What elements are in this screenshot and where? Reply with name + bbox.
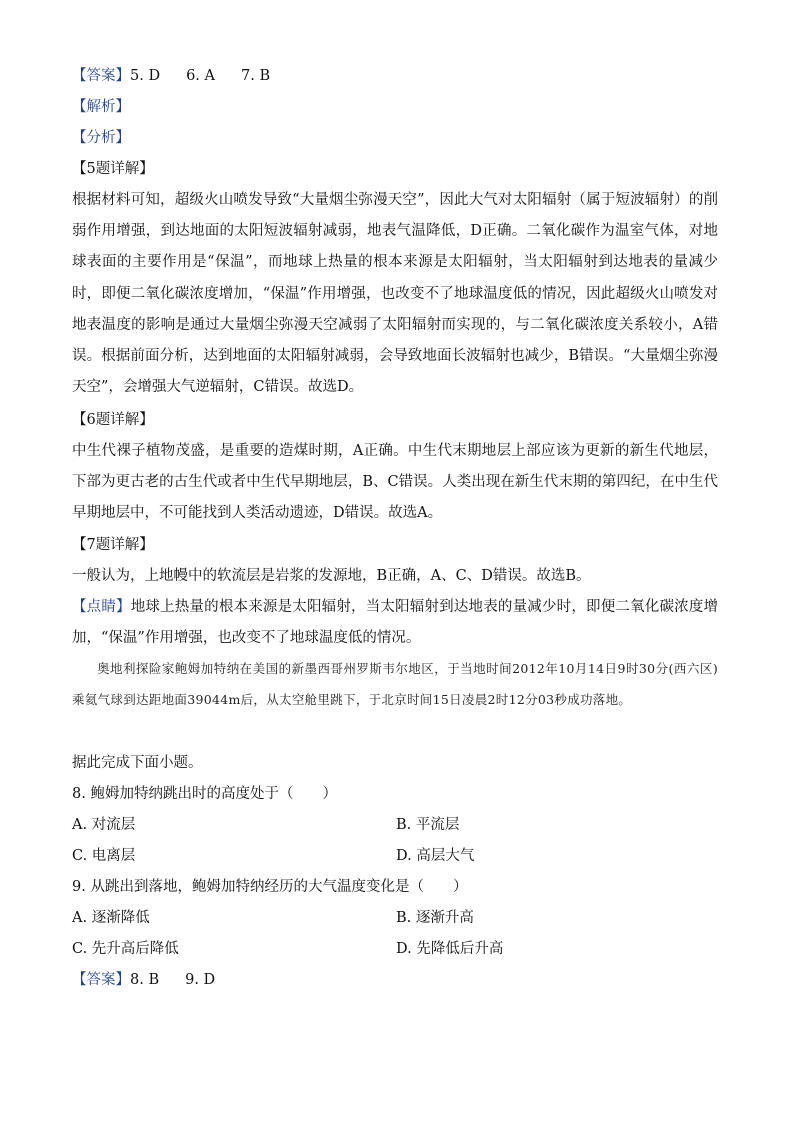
- answer-line-1: [72, 66, 270, 86]
- q8-option-d: D. 高层大气: [396, 848, 475, 864]
- q6-heading: 【6题详解】: [72, 412, 154, 428]
- q7-heading: 【7题详解】: [72, 537, 154, 553]
- answer-item: 6. A: [186, 68, 215, 84]
- q8-option-b: B. 平流层: [396, 817, 460, 833]
- answer-item: 9. D: [185, 972, 216, 988]
- q6-explanation: 中生代裸子植物茂盛，是重要的造煤时期，A正确。中生代末期地层上部应该为更新的新生代地层，下部为更古老的古生代或者中生代早期地层，B、C错误。人类出现在新生代末期的第四纪，在中生代早期地层中，不可能找到人类活动遗迹，D错误。故选A。: [72, 443, 718, 522]
- key-point-tag: 【点睛】: [72, 599, 131, 615]
- q7-explanation: 一般认为，上地幔中的软流层是岩浆的发源地，B正确，A、C、D错误。故选B。: [72, 568, 591, 584]
- answer-line-2: [72, 970, 215, 990]
- q5-explanation: 根据材料可知，超级火山喷发导致“大量烟尘弥漫天空”，因此大气对太阳辐射（属于短波辐射）的削弱作用增强，到达地面的太阳短波辐射减弱，地表气温降低，D正确。二氧化碳作为温室气体，对地球表面的主要作用是“保温”，而地球上热量的根本来源是太阳辐射，当太阳辐射到达地表的量减少时，即便二氧化碳浓度增加，“保温”作用增强，也改变不了地球温度低的情况，因此超级火山喷发对地表温度的影响是通过大量烟尘弥漫天空减弱了太阳辐射而实现的，与二氧化碳浓度关系较小，A错误。根据前面分析，达到地面的太阳辐射减弱，会导致地面长波辐射也减少，B错误。“大量烟尘弥漫天空”，会增强大气逆辐射，C错误。故选D。: [72, 192, 718, 396]
- answer-tag: 【答案】: [72, 972, 130, 988]
- answer-item: 7. B: [241, 68, 271, 84]
- key-point-text: 地球上热量的根本来源是太阳辐射，当太阳辐射到达地表的量减少时，即便二氧化碳浓度增加，“保温”作用增强，也改变不了地球温度低的情况。: [72, 599, 719, 647]
- q9-option-b: B. 逐渐升高: [396, 910, 474, 926]
- q9-option-d: D. 先降低后升高: [396, 941, 504, 957]
- material-passage: 奥地利探险家鲍姆加特纳在美国的新墨西哥州罗斯韦尔地区，于当地时间2012年10月14日9时30分(西六区)乘氦气球到达距地面39044m后，从太空舱里跳下，于北京时间15日凌晨2时12分03秒成功落地。: [72, 661, 718, 707]
- q8-option-a: A. 对流层: [72, 817, 136, 833]
- analysis-heading: 【解析】: [72, 99, 130, 115]
- q8-stem: 8. 鲍姆加特纳跳出时的高度处于（ ）: [72, 786, 337, 802]
- q9-stem: 9. 从跳出到落地，鲍姆加特纳经历的大气温度变化是（ ）: [72, 879, 468, 895]
- instruction: 据此完成下面小题。: [72, 755, 203, 771]
- answer-item: 5. D: [130, 68, 161, 84]
- q5-heading: 【5题详解】: [72, 161, 154, 177]
- q8-option-c: C. 电离层: [72, 848, 136, 864]
- answer-item: 8. B: [130, 972, 160, 988]
- q9-option-a: A. 逐渐降低: [72, 910, 150, 926]
- key-point: [72, 592, 718, 654]
- q9-option-c: C. 先升高后降低: [72, 941, 179, 957]
- fenxi-heading: 【分析】: [72, 130, 130, 146]
- answer-tag: 【答案】: [72, 68, 130, 84]
